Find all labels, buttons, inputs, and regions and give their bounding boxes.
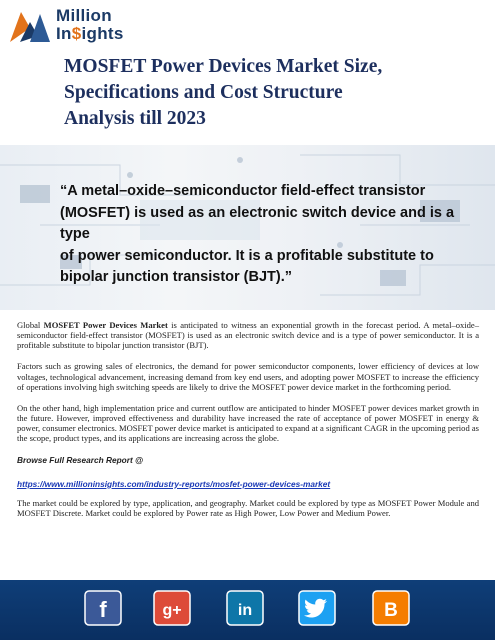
paragraph-segmentation: The market could be explored by type, application, and geography. Market could be explored by type as MOSFET Power Module and MOSFET Discrete. Market could be explored by Power rate as High Power, Low Power and Medium Power. — [17, 497, 479, 519]
quote-line3: of power semiconductor. It is a profitable substitute to — [60, 247, 434, 264]
brand-line1: Million — [56, 6, 112, 25]
twitter-icon — [298, 590, 336, 626]
linkedin-glyph: in — [237, 602, 253, 619]
paragraph-restraints: On the other hand, high implementation price and current outflow are anticipated to hinder MOSFET power devices market growth in the future. However, improved effectiveness and durability have increased the rate of acceptance of power MOSFET in energy & power, consumer electronics. MOSFET power device market is anticipated to expand at a significant CAGR in the upcoming period as the scope, product types, and its applications are increasing across the globe. — [17, 402, 479, 444]
intro-prefix: Global — [17, 320, 44, 330]
report-link[interactable]: https://www.millioninsights.com/industry-reports/mosfet-power-devices-market — [17, 478, 331, 489]
google-plus-glyph: g+ — [162, 602, 182, 619]
article-body — [17, 320, 479, 529]
quote-line4: bipolar junction transistor (BJT).” — [60, 269, 293, 285]
brand-line2-accent: $ — [71, 24, 82, 43]
linkedin-button[interactable] — [226, 590, 264, 626]
brand-line2-start: In — [56, 24, 72, 43]
logo-mark-icon — [8, 6, 52, 46]
google-plus-icon — [153, 590, 191, 626]
brand-line2-end: ights — [81, 24, 124, 43]
linkedin-icon — [226, 590, 264, 626]
banner-quote — [60, 181, 455, 289]
brand-logo — [8, 4, 138, 48]
intro-text: is anticipated to witness an exponential growth in the forecast period. A metal–oxide–semiconductor field-effect transistor (MOSFET) is used as an electronic switch device and is a type of power semiconductor. It is a profitable substitute to bipolar junction transistor (BJT). — [17, 320, 479, 351]
quote-banner — [0, 145, 495, 310]
title-line2: Specifications and Cost Structure — [64, 82, 343, 103]
twitter-button[interactable] — [298, 590, 336, 626]
paragraph-intro — [17, 320, 479, 350]
blogger-icon — [372, 590, 410, 626]
google-plus-button[interactable] — [153, 590, 191, 626]
blogger-button[interactable] — [372, 590, 410, 626]
brand-name — [56, 7, 124, 43]
page-title — [64, 54, 464, 132]
facebook-glyph: f — [99, 597, 107, 622]
blogger-glyph: B — [384, 600, 398, 621]
title-line1: MOSFET Power Devices Market Size, — [64, 56, 383, 77]
brand-line2 — [56, 25, 124, 43]
browse-label: Browse Full Research Report @ — [17, 454, 144, 465]
quote-line1: “A metal–oxide–semiconductor field-effect transistor — [60, 183, 426, 199]
facebook-button[interactable] — [84, 590, 122, 626]
title-line3: Analysis till 2023 — [64, 108, 206, 129]
quote-line2: (MOSFET) is used as an electronic switch device and is a type — [60, 204, 455, 242]
paragraph-drivers: Factors such as growing sales of electronics, the demand for power semiconductor components, lower efficiency of devices at low voltages, technological advancement, increasing demand from key end users, and adopting power MOSFET to increase the efficiency of operations involving high switching speeds are likely to drive the MOSFET power device market in the forthcoming period. — [17, 361, 479, 392]
intro-market-name: MOSFET Power Devices Market — [43, 320, 168, 330]
facebook-icon — [84, 590, 122, 626]
